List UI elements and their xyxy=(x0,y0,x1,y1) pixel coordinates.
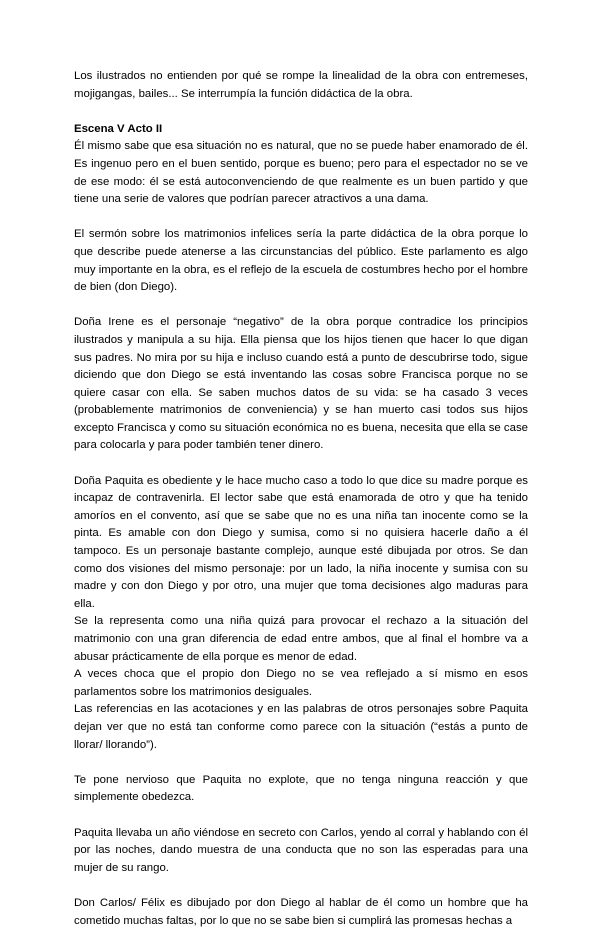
paragraph-5: Se la representa como una niña quizá para provocar el rechazo a la situación del matrimonio con una gran diferencia de edad entre ambos, que al final el hombre va a abusar prácticamente de ella porque es menor de edad. xyxy=(74,615,528,663)
paragraph-8: Te pone nervioso que Paquita no explote, que no tenga ninguna reacción y que simplemente obedezca. xyxy=(74,773,528,804)
paragraph-2: El sermón sobre los matrimonios infelices sería la parte didáctica de la obra porque lo que describe puede atenerse a las circunstancias del público. Este parlamento es algo muy importante en la obra, es el reflejo de la escuela de costumbres hecho por el hombre de bien (don Diego). xyxy=(74,228,528,294)
paragraph-7: Las referencias en las acotaciones y en las palabras de otros personajes sobre Paquita dejan ver que no está tan conforme como parece con la situación (“estás a punto de llorar/ llorando”). xyxy=(74,703,528,751)
paragraph-4: Doña Paquita es obediente y le hace mucho caso a todo lo que dice su madre porque es incapaz de contravenirla. El lector sabe que está enamorada de otro y que ha tenido amoríos en el convento, así que se sabe que no es una niña tan inocente como se la pinta. Es amable con don Diego y sumisa, como si no quisiera hacerle daño a él tampoco. Es un personaje bastante complejo, aunque esté dibujada por otros. Se dan como dos visiones del mismo personaje: por un lado, la niña inocente y sumisa con su madre y con don Diego y por otro, una mujer que toma decisiones algo maduras para ella. xyxy=(74,474,528,610)
document-body xyxy=(74,68,528,930)
section-heading: Escena V Acto II xyxy=(74,122,163,135)
paragraph-1: Él mismo sabe que esa situación no es natural, que no se puede haber enamorado de él. Es ingenuo pero en el buen sentido, porque es bueno; pero para el espectador no se ve de ese modo: él se está autoconvenciendo de que realmente es un buen partido y que tiene una serie de valores que podrían parecer atractivos a una dama. xyxy=(74,140,528,206)
intro-paragraph: Los ilustrados no entienden por qué se rompe la linealidad de la obra con entremeses, mojigangas, bailes... Se interrumpía la función didáctica de la obra. xyxy=(74,70,528,100)
paragraph-3: Doña Irene es el personaje “negativo” de la obra porque contradice los principios ilustrados y manipula a su hija. Ella piensa que los hijos tienen que hacer lo que digan sus padres. No mira por su hija e incluso cuando está a punto de descubrirse todo, sigue diciendo que don Diego se está inventando las cosas sobre Francisca porque no se quiere casar con ella. Se saben muchos datos de su vida: se ha casado 3 veces (probablemente matrimonios de conveniencia) y se han muerto casi todos sus hijos excepto Francisca y como su situación económica no es buena, necesita que ella se case para colocarla y para poder también tener dinero. xyxy=(74,316,528,452)
paragraph-6: A veces choca que el propio don Diego no se vea reflejado a sí mismo en esos parlamentos sobre los matrimonios desiguales. xyxy=(74,668,528,698)
paragraph-9: Paquita llevaba un año viéndose en secreto con Carlos, yendo al corral y hablando con él por las noches, dando muestra de una conducta que no son las esperadas para una mujer de su rango. xyxy=(74,826,528,874)
paragraph-10: Don Carlos/ Félix es dibujado por don Diego al hablar de él como un hombre que ha cometido muchas faltas, por lo que no se sabe bien si cumplirá las promesas hechas a xyxy=(74,896,528,927)
